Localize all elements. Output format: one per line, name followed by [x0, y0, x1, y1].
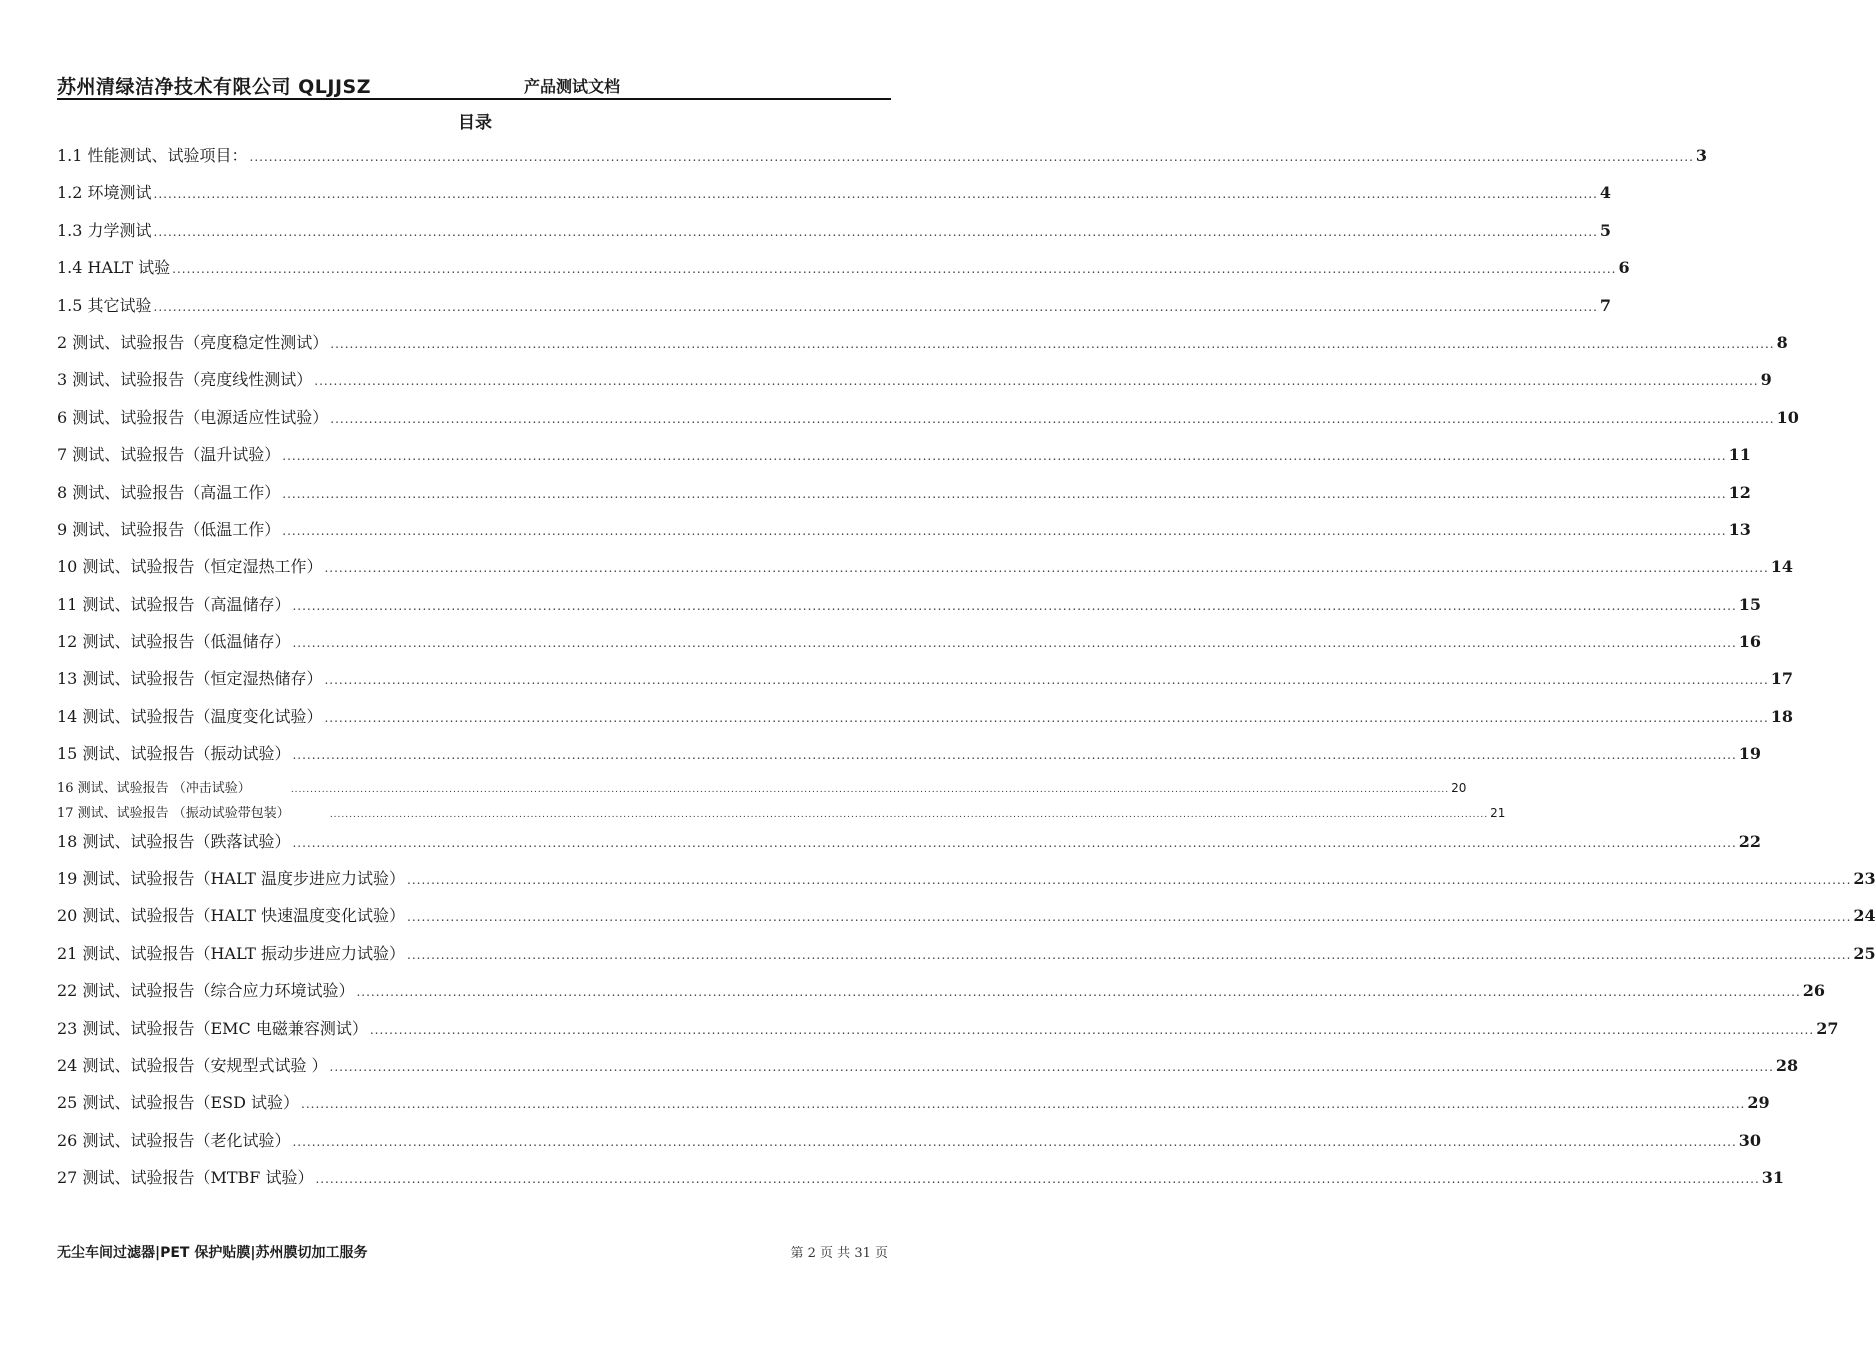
toc-entry-page: 8 — [1776, 332, 1788, 352]
toc-dot-leader: ............................................................................................................................................................................................................................................................................................................ — [329, 809, 1489, 820]
toc-entry-label: 1.2 环境测试 — [57, 183, 152, 203]
toc-entry[interactable] — [57, 477, 1751, 514]
page-header — [57, 66, 891, 100]
toc-entry-label: 1.1 性能测试、试验项目： — [57, 146, 248, 165]
toc-entry[interactable] — [57, 776, 1467, 801]
toc-entry[interactable] — [57, 738, 1762, 775]
toc-dot-leader: ............................................................................................................................................................................................................................................................................................................ — [153, 299, 1598, 314]
toc-entry-label: 20 测试、试验报告（HALT 快速温度变化试验） — [57, 906, 406, 926]
toc-entry-page: 18 — [1770, 706, 1794, 726]
toc-entry-label: 11 测试、试验报告（高温储存） — [57, 594, 291, 614]
toc-entry-label: 3 测试、试验报告（亮度线性测试） — [57, 370, 313, 390]
toc-entry[interactable] — [57, 663, 1794, 700]
toc-entry[interactable] — [57, 1087, 1770, 1124]
toc-entry-page: 19 — [1738, 744, 1762, 764]
toc-entry-page: 5 — [1599, 220, 1612, 240]
toc-entry-label: 1.3 力学测试 — [57, 220, 152, 240]
toc-entry[interactable] — [57, 826, 1762, 863]
toc-entry-label: 6 测试、试验报告（电源适应性试验） — [57, 407, 329, 427]
toc-entry-page: 4 — [1599, 183, 1612, 203]
toc-entry[interactable] — [57, 1050, 1799, 1087]
toc-entry-label: 8 测试、试验报告（高温工作） — [57, 482, 281, 502]
toc-entry[interactable] — [57, 364, 1772, 401]
toc-entry-label: 18 测试、试验报告（跌落试验） — [57, 831, 291, 851]
toc-dot-leader: ............................................................................................................................................................................................................................................................................................................ — [292, 748, 1737, 763]
toc-entry-page: 13 — [1728, 519, 1751, 539]
toc-entry[interactable] — [57, 252, 1630, 289]
toc-entry-label: 17 测试、试验报告 （振动试验带包装） — [57, 805, 290, 821]
toc-entry-page: 27 — [1816, 1018, 1839, 1038]
toc-entry[interactable] — [57, 402, 1799, 439]
toc-entry-page: 31 — [1761, 1168, 1785, 1188]
toc-entry[interactable] — [57, 551, 1794, 588]
toc-dot-leader: ............................................................................................................................................................................................................................................................................................................ — [407, 910, 1852, 925]
toc-dot-leader: ............................................................................................................................................................................................................................................................................................................ — [153, 187, 1598, 202]
toc-entry[interactable] — [57, 1013, 1839, 1050]
toc-entry-label: 1.5 其它试验 — [57, 295, 152, 315]
toc-entry-page: 12 — [1728, 482, 1751, 502]
toc-dot-leader: ............................................................................................................................................................................................................................................................................................................ — [172, 262, 1617, 277]
toc-dot-leader: ............................................................................................................................................................................................................................................................................................................ — [282, 523, 1727, 538]
toc-dot-leader: ............................................................................................................................................................................................................................................................................................................ — [315, 1172, 1760, 1187]
toc-entry[interactable] — [57, 900, 1876, 937]
toc-dot-leader: ............................................................................................................................................................................................................................................................................................................ — [153, 224, 1598, 239]
toc-entry-page: 10 — [1776, 407, 1799, 427]
toc-entry-page: 15 — [1738, 594, 1762, 614]
toc-dot-leader: ............................................................................................................................................................................................................................................................................................................ — [282, 449, 1727, 464]
toc-entry-label: 2 测试、试验报告（亮度稳定性测试） — [57, 332, 329, 352]
toc-entry-label: 26 测试、试验报告（老化试验） — [57, 1130, 291, 1150]
toc-entry-page: 22 — [1738, 831, 1762, 851]
toc-entry[interactable] — [57, 215, 1612, 252]
toc-entry-page: 29 — [1747, 1093, 1770, 1113]
toc-entry-page: 30 — [1738, 1130, 1762, 1150]
toc-entry-label: 7 测试、试验报告（温升试验） — [57, 445, 281, 465]
toc-entry-label: 15 测试、试验报告（振动试验） — [57, 744, 291, 764]
toc-dot-leader: ............................................................................................................................................................................................................................................................................................................ — [292, 835, 1737, 850]
toc-dot-leader: ............................................................................................................................................................................................................................................................................................................ — [407, 947, 1852, 962]
toc-entry[interactable] — [57, 439, 1751, 476]
toc-entry[interactable] — [57, 290, 1612, 327]
toc-entry-label: 13 测试、试验报告（恒定湿热储存） — [57, 669, 323, 689]
toc-entry-label: 12 测试、试验报告（低温储存） — [57, 632, 291, 652]
toc-entry-label: 25 测试、试验报告（ESD 试验） — [57, 1093, 300, 1113]
toc-entry[interactable] — [57, 327, 1788, 364]
toc-entry-page: 17 — [1770, 669, 1794, 689]
toc-entry-label: 9 测试、试验报告（低温工作） — [57, 519, 281, 539]
toc-entry[interactable] — [57, 626, 1762, 663]
footer-services: 无尘车间过滤器|PET 保护贴膜|苏州膜切加工服务 — [57, 1245, 368, 1261]
toc-entry-page: 20 — [1451, 780, 1467, 795]
toc-dot-leader: ............................................................................................................................................................................................................................................................................................................ — [292, 1134, 1737, 1149]
toc-entry-page: 7 — [1599, 295, 1612, 315]
toc-entry[interactable] — [57, 863, 1876, 900]
toc-dot-leader: ............................................................................................................................................................................................................................................................................................................ — [290, 784, 1450, 795]
toc-entry-label: 19 测试、试验报告（HALT 温度步进应力试验） — [57, 869, 406, 889]
toc-dot-leader: ............................................................................................................................................................................................................................................................................................................ — [330, 411, 1775, 426]
toc-entry[interactable] — [57, 1125, 1762, 1162]
toc-entry[interactable] — [57, 701, 1794, 738]
toc-dot-leader: ............................................................................................................................................................................................................................................................................................................ — [324, 561, 1769, 576]
toc-entry-label: 24 测试、试验报告（安规型式试验 ） — [57, 1055, 328, 1075]
toc-entry[interactable] — [57, 975, 1826, 1012]
toc-entry-label: 22 测试、试验报告（综合应力环境试验） — [57, 981, 355, 1001]
toc-entry[interactable] — [57, 938, 1876, 975]
toc-entry-page: 24 — [1853, 906, 1876, 926]
toc-entry-label: 1.4 HALT 试验 — [57, 258, 171, 278]
document-title: 产品测试文档 — [524, 77, 621, 96]
toc-entry[interactable] — [57, 589, 1762, 626]
toc-dot-leader: ............................................................................................................................................................................................................................................................................................................ — [330, 336, 1775, 351]
toc-entry-page: 3 — [1695, 146, 1708, 165]
toc-entry-label: 21 测试、试验报告（HALT 振动步进应力试验） — [57, 943, 406, 963]
toc-dot-leader: ............................................................................................................................................................................................................................................................................................................ — [324, 710, 1769, 725]
toc-dot-leader: ............................................................................................................................................................................................................................................................................................................ — [356, 985, 1801, 1000]
toc-dot-leader: ............................................................................................................................................................................................................................................................................................................ — [282, 486, 1727, 501]
toc-entry-label: 10 测试、试验报告（恒定湿热工作） — [57, 557, 323, 577]
toc-dot-leader: ............................................................................................................................................................................................................................................................................................................ — [249, 150, 1694, 164]
toc-entry-label: 16 测试、试验报告 （冲击试验） — [57, 780, 251, 796]
toc-dot-leader: ............................................................................................................................................................................................................................................................................................................ — [292, 636, 1737, 651]
toc-entry-page: 6 — [1618, 258, 1630, 278]
toc-dot-leader: ............................................................................................................................................................................................................................................................................................................ — [301, 1097, 1746, 1112]
toc-entry[interactable] — [57, 177, 1612, 214]
toc-entry-page: 16 — [1738, 632, 1762, 652]
toc-dot-leader: ............................................................................................................................................................................................................................................................................................................ — [329, 1059, 1774, 1074]
toc-dot-leader: ............................................................................................................................................................................................................................................................................................................ — [292, 598, 1737, 613]
toc-dot-leader: ............................................................................................................................................................................................................................................................................................................ — [369, 1022, 1815, 1037]
toc-entry[interactable] — [57, 514, 1751, 551]
toc-heading: 目录 — [458, 113, 492, 133]
toc-entry[interactable] — [57, 140, 1708, 177]
toc-entry-page: 11 — [1728, 445, 1751, 465]
toc-entry-page: 21 — [1490, 805, 1506, 820]
toc-entry-page: 25 — [1853, 943, 1876, 963]
toc-entry-page: 9 — [1760, 370, 1772, 390]
toc-dot-leader: ............................................................................................................................................................................................................................................................................................................ — [407, 873, 1852, 888]
toc-entry-page: 26 — [1802, 981, 1826, 1001]
company-name: 苏州清绿洁净技术有限公司 QLJJSZ — [57, 76, 371, 98]
page-number: 第 2 页 共 31 页 — [790, 1246, 888, 1261]
toc-dot-leader: ............................................................................................................................................................................................................................................................................................................ — [324, 673, 1769, 688]
toc-entry[interactable] — [57, 801, 1506, 826]
toc-entry-label: 27 测试、试验报告（MTBF 试验） — [57, 1168, 314, 1188]
toc-entry-label: 23 测试、试验报告（EMC 电磁兼容测试） — [57, 1018, 368, 1038]
toc-entry-page: 28 — [1775, 1055, 1799, 1075]
toc-entry[interactable] — [57, 1162, 1785, 1199]
toc-dot-leader: ............................................................................................................................................................................................................................................................................................................ — [314, 374, 1759, 389]
toc-entry-page: 14 — [1770, 557, 1794, 577]
toc-entry-label: 14 测试、试验报告（温度变化试验） — [57, 706, 323, 726]
toc-entry-page: 23 — [1853, 869, 1876, 889]
table-of-contents — [57, 140, 1876, 1200]
